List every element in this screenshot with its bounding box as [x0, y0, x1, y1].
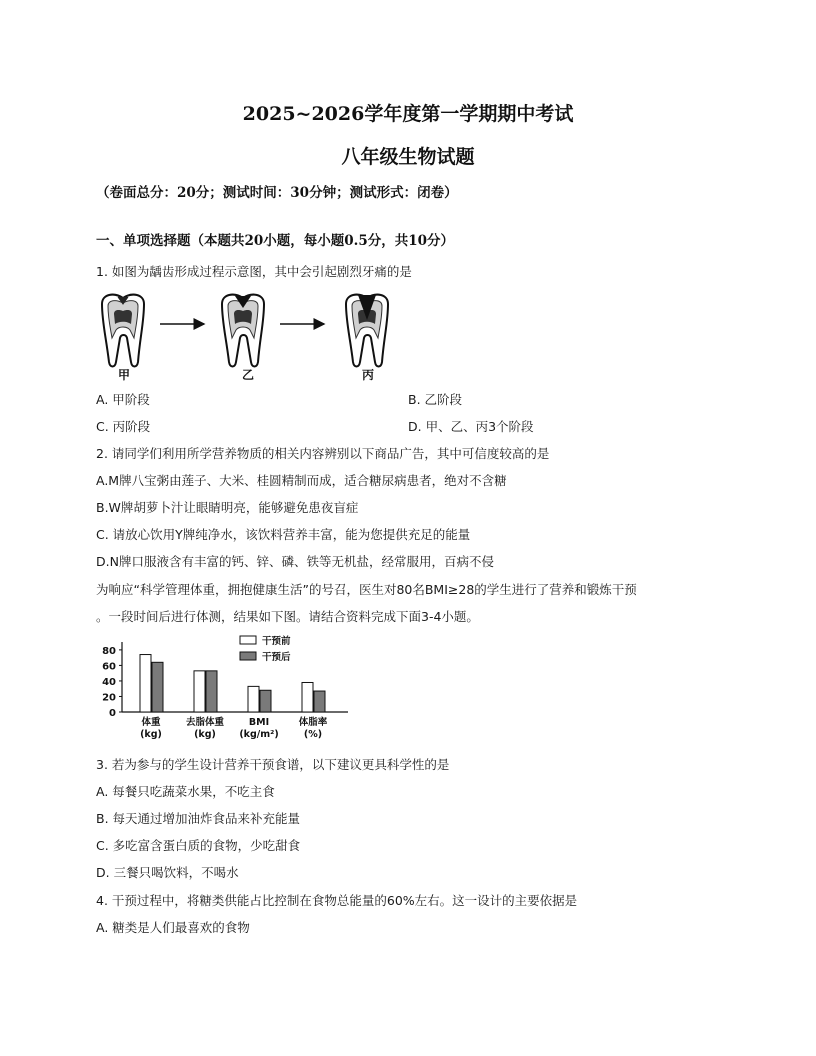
tooth-label-3: 丙 — [362, 368, 375, 382]
question-1-option-b: B. 乙阶段 — [408, 392, 463, 407]
x-tick-label-2-0: BMI — [248, 717, 270, 728]
tooth-label-2: 乙 — [242, 368, 255, 382]
y-tick-label-2: 40 — [102, 676, 116, 688]
legend-label-1: 干预后 — [262, 652, 291, 663]
question-3-option-b: B. 每天通过增加油炸食品来补充能量 — [96, 811, 301, 826]
question-2-option-c: C. 请放心饮用Y牌纯净水，该饮料营养丰富，能为您提供充足的能量 — [96, 527, 471, 542]
question-1-stem: 1. 如图为龋齿形成过程示意图，其中会引起剧烈牙痛的是 — [96, 264, 412, 279]
bar-干预后-1 — [206, 671, 217, 712]
y-tick-label-1: 20 — [102, 692, 116, 704]
question-4-stem: 4. 干预过程中，将糖类供能占比控制在食物总能量的60%左右。这一设计的主要依据是 — [96, 893, 578, 908]
exam-info: （卷面总分：20分；测试时间：30分钟；测试形式：闭卷） — [96, 185, 458, 201]
bar-干预前-0 — [140, 655, 151, 712]
legend-swatch-0 — [240, 636, 256, 644]
tooth-label-1: 甲 — [118, 368, 131, 382]
legend-swatch-1 — [240, 652, 256, 660]
material-line-2: 。一段时间后进行体测，结果如下图。请结合资料完成下面3-4小题。 — [96, 609, 479, 624]
question-4-option-a: A. 糖类是人们最喜欢的食物 — [96, 920, 250, 935]
bar-干预前-2 — [248, 686, 259, 712]
question-3-option-c: C. 多吃富含蛋白质的食物，少吃甜食 — [96, 838, 301, 853]
section-title: 一、单项选择题（本题共20小题，每小题0.5分，共10分） — [96, 233, 455, 249]
question-3-stem: 3. 若为参与的学生设计营养干预食谱，以下建议更具科学性的是 — [96, 757, 450, 772]
question-2-option-b: B.W牌胡萝卜汁让眼睛明亮，能够避免患夜盲症 — [96, 500, 359, 515]
exam-title: 2025~2026学年度第一学期期中考试 — [242, 103, 574, 125]
x-tick-label-1-0: 去脂体重 — [185, 717, 225, 728]
x-tick-label-0-1: (kg) — [140, 729, 162, 740]
y-tick-label-3: 60 — [102, 661, 116, 673]
x-tick-label-3-0: 体脂率 — [298, 717, 328, 728]
exam-subtitle: 八年级生物试题 — [341, 146, 475, 168]
y-tick-label-0: 0 — [109, 708, 116, 719]
bar-干预后-2 — [260, 690, 271, 712]
x-tick-label-1-1: (kg) — [194, 729, 216, 740]
bar-干预前-1 — [194, 671, 205, 712]
y-tick-label-4: 80 — [102, 645, 116, 657]
question-2-option-a: A.M牌八宝粥由莲子、大米、桂圆精制而成，适合糖尿病患者，绝对不含糖 — [96, 473, 507, 488]
x-tick-label-0-0: 体重 — [141, 717, 161, 728]
question-3-option-d: D. 三餐只喝饮料，不喝水 — [96, 865, 239, 880]
x-tick-label-2-1: (kg/m²) — [239, 729, 279, 740]
tooth-stage-3-icon — [346, 295, 388, 367]
bar-干预前-3 — [302, 682, 313, 712]
tooth-stage-2-icon — [222, 295, 264, 367]
question-3-option-a: A. 每餐只吃蔬菜水果，不吃主食 — [96, 784, 275, 799]
question-2-stem: 2. 请同学们利用所学营养物质的相关内容辨别以下商品广告，其中可信度较高的是 — [96, 446, 550, 461]
legend-label-0: 干预前 — [262, 636, 291, 647]
x-tick-label-3-1: (%) — [303, 729, 323, 740]
bar-干预后-0 — [152, 662, 163, 712]
tooth-stage-1-icon — [102, 295, 144, 367]
question-1-option-d: D. 甲、乙、丙3个阶段 — [408, 419, 534, 434]
question-2-option-d: D.N牌口服液含有丰富的钙、锌、磷、铁等无机盐，经常服用，百病不侵 — [96, 554, 494, 569]
material-line-1: 为响应“科学管理体重，拥抱健康生活”的号召，医生对80名BMI≥28的学生进行了营养和锻炼干预 — [96, 582, 637, 597]
question-1-option-c: C. 丙阶段 — [96, 419, 151, 434]
intervention-bar-chart — [96, 632, 352, 750]
bar-干预后-3 — [314, 691, 325, 712]
question-1-option-a: A. 甲阶段 — [96, 392, 150, 407]
